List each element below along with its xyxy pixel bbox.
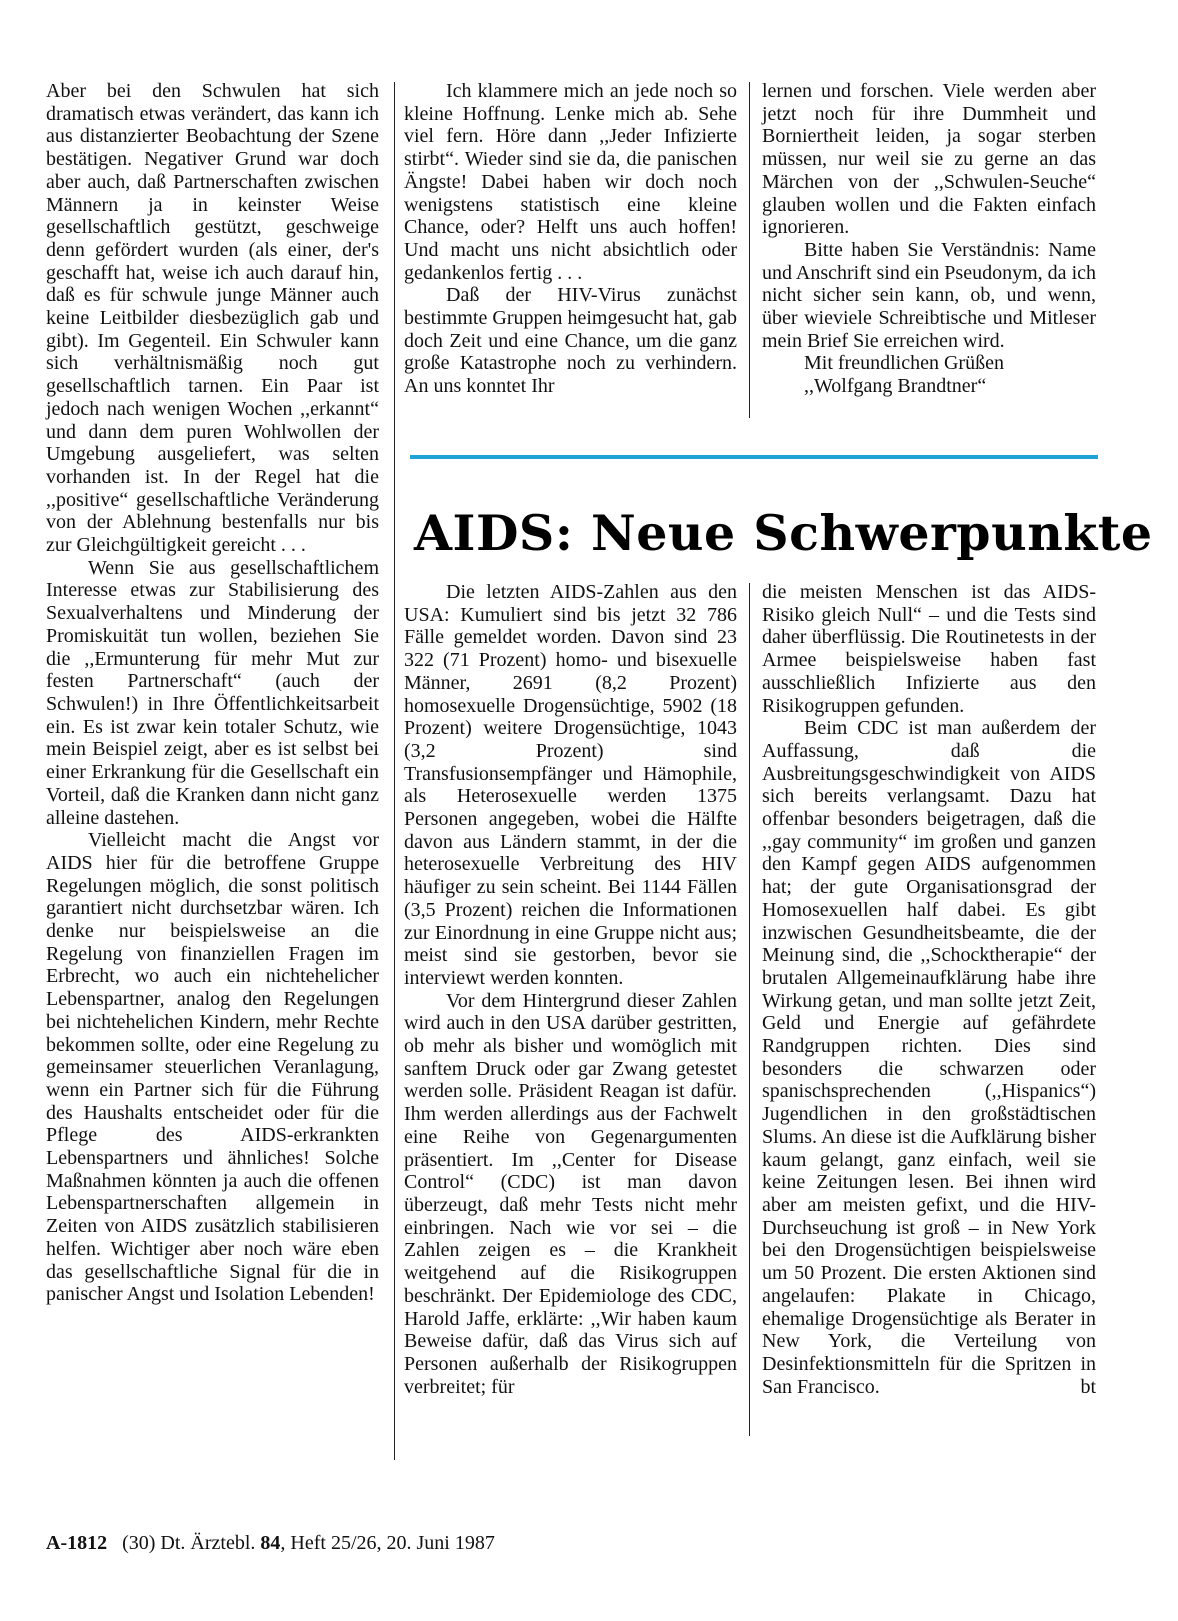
journal-name: (30) Dt. Ärztebl. — [122, 1532, 256, 1554]
letter-paragraph: Aber bei den Schwulen hat sich dramatisch etwas verändert, das kann ich aus distanzierter Beobachtung der Szene bestätigen. Negativer Grund war doch aber auch, daß Partnerschaften zwischen Männern ja in keinster Weise gesellschaftlich gestützt, geschweige denn gefördert wurden (als einer, der's geschafft hat, weise ich auch darauf hin, daß es für schwule junge Männer auch keine Leitbilder diesbezüglich gab und gibt). Im Gegenteil. Ein Schwuler kann sich verhältnismäßig noch gut gesellschaftlich tarnen. Ein Paar ist jedoch nach wenigen Wochen ,,erkannt“ und dann dem puren Wohlwollen der Umgebung ausgeliefert, was selten vorhanden ist. In der Regel hat die ,,positive“ gesellschaftliche Veränderung von der Ablehnung bestenfalls nur bis zur Gleichgültigkeit gereicht . . . — [46, 80, 379, 557]
article-paragraph-text: Beim CDC ist man außerdem der Auffassung, daß die Ausbreitungsgeschwindigkeit von AIDS sich bereits verlangsamt. Dazu hat offenbar besonders beigetragen, daß die ,,gay community“ im großen und ganzen den Kampf gegen AIDS aufgenommen hat; der gute Organisationsgrad der Homosexuellen half dabei. Es gibt inzwischen Gesundheitsbeamte, die der Meinung sind, die ,,Schocktherapie“ der brutalen Allgemeinaufklärung habe ihre Wirkung getan, und man sollte jetzt Zeit, Geld und Energie auf gefährdete Randgruppen richten. Dies sind besonders die schwarzen oder spanischsprechenden (,,Hispanics“) Jugendlichen in den großstädtischen Slums. An diese ist die Aufklärung bisher kaum gelangt, ganz einfach, weil sie keine Zeitungen lesen. Bei ihnen wird aber am meisten gefixt, und die HIV-Durchseuchung ist groß – in New York bei den Drogensüchtigen beispielsweise um 50 Prozent. Die ersten Aktionen sind angelaufen: Plakate in Chicago, ehemalige Drogensüchtige als Berater in New York, die Verteilung von Desinfektionsmitteln für die Spritzen in San Francisco. — [762, 717, 1096, 1398]
page-footer — [46, 1532, 495, 1555]
letter-paragraph: Ich klammere mich an jede noch so kleine Hoffnung. Lenke mich ab. Sehe viel fern. Höre dann ,,Jeder Infizierte stirbt“. Wieder sind sie da, die panischen Ängste! Dabei haben wir doch noch wenigstens statistisch eine kleine Chance, oder? Helft uns auch hoffen! Und macht uns nicht absichtlich oder gedankenlos fertig . . . — [404, 80, 737, 284]
article-column-1 — [404, 581, 737, 1398]
column-divider — [749, 583, 750, 1436]
letter-column-3 — [762, 80, 1096, 398]
article-paragraph: Vor dem Hintergrund dieser Zahlen wird auch in den USA darüber gestritten, ob mehr als bisher und womöglich mit sanftem Druck oder gar Zwang getestet werden solle. Präsident Reagan ist dafür. Ihm werden allerdings aus der Fachwelt eine Reihe von Gegenargumenten präsentiert. Im ,,Center for Disease Control“ (CDC) ist man davon überzeugt, daß mehr Tests nicht mehr einbringen. Nach wie vor sei – die Zahlen zeigen es – die Krankheit weitgehend auf die Risikogruppen beschränkt. Der Epidemiologe des CDC, Harold Jaffe, erklärte: ,,Wir haben kaum Beweise dafür, daß das Virus sich auf Personen außerhalb der Risikogruppen verbreitet; für — [404, 989, 737, 1398]
letter-signature: ,,Wolfgang Brandtner“ — [804, 375, 987, 398]
article-column-2 — [762, 581, 1096, 1398]
article-paragraph: Die letzten AIDS-Zahlen aus den USA: Kumuliert sind bis jetzt 32 786 Fälle gemeldet worden. Davon sind 23 322 (71 Prozent) homo- und bisexuelle Männer, 2691 (8,2 Prozent) homosexuelle Drogensüchtige, 5902 (18 Prozent) weitere Drogensüchtige, 1043 (3,2 Prozent) sind Transfusionsempfänger und Hämophile, als Heterosexuelle werden 1375 Personen angegeben, wobei die Hälfte davon aus Ländern stammt, in der die heterosexuelle Verbreitung des HIV häufiger zu sein scheint. Bei 1144 Fällen (3,5 Prozent) reichen die Informationen zur Einordnung in eine Gruppe nicht aus; meist sind sie gestorben, bevor sie interviewt werden konnten. — [404, 581, 737, 989]
letter-paragraph: Bitte haben Sie Verständnis: Name und Anschrift sind ein Pseudonym, da ich nicht sicher sein kann, ob, und wenn, über wieviele Schreibtische und Mitleser mein Brief Sie erreichen wird. — [762, 238, 1096, 352]
letter-paragraph: Wenn Sie aus gesellschaftlichem Interesse etwas zur Stabilisierung des Sexualverhaltens und Minderung der Promiskuität tun wollen, beziehen Sie die ,,Ermunterung für mehr Mut zur festen Partnerschaft“ (auch der Schwulen!) in Ihre Öffentlichkeitsarbeit ein. Es ist zwar kein totaler Schutz, wie mein Beispiel zeigt, aber es ist selbst bei einer Erkrankung für die Gesellschaft ein Vorteil, daß die Kranken dann nicht ganz alleine dastehen. — [46, 556, 379, 829]
column-divider — [394, 82, 395, 1460]
page-number: A-1812 — [46, 1532, 108, 1554]
journal-volume: 84 — [260, 1532, 281, 1554]
letter-paragraph: Vielleicht macht die Angst vor AIDS hier für die betroffene Gruppe Regelungen möglich, die sonst politisch garantiert nicht durchsetzbar wären. Ich denke nur beispielsweise an die Regelung von finanziellen Fragen im Erbrecht, wo auch ein nichtehelicher Lebenspartner, analog den Regelungen bei nichtehelichen Kindern, mehr Rechte bekommen sollte, oder eine Regelung zu gemeinsamer steuerlichen Veranlagung, wenn ein Partner sich für die Führung des Haushalts entscheidet oder für die Pflege des AIDS-erkrankten Lebenspartners und ähnliches! Solche Maßnahmen könnten ja auch die offenen Lebenspartnerschaften allgemein in Zeiten von AIDS zusätzlich stabilisieren helfen. Wichtiger aber noch wäre eben das gesellschaftliche Signal für die in panischer Angst und Isolation Lebenden! — [46, 829, 379, 1306]
author-initials: bt — [1080, 1375, 1096, 1398]
letter-column-1 — [46, 80, 379, 1306]
article-paragraph — [762, 717, 1096, 1398]
headline-rule — [410, 455, 1098, 459]
letter-paragraph: Daß der HIV-Virus zunächst bestimmte Gruppen heimgesucht hat, gab doch Zeit und eine Chance, um die ganz große Katastrophe noch zu verhindern. An uns konntet Ihr — [404, 284, 737, 398]
letter-closing: Mit freundlichen Grüßen — [804, 352, 1004, 375]
issue-date: , Heft 25/26, 20. Juni 1987 — [280, 1532, 495, 1554]
letter-paragraph: lernen und forschen. Viele werden aber jetzt noch für ihre Dummheit und Borniertheit leiden, ja sogar sterben müssen, nur weil sie zu gerne an das Märchen von der ,,Schwulen-Seuche“ glauben wollen und die Fakten einfach ignorieren. — [762, 80, 1096, 239]
column-divider — [749, 82, 750, 418]
article-headline: AIDS: Neue Schwerpunkte — [414, 504, 1153, 562]
article-paragraph: die meisten Menschen ist das AIDS-Risiko gleich Null“ – und die Tests sind daher überflüssig. Die Routinetests in der Armee beispielsweise haben fast ausschließlich Infizierte aus den Risikogruppen gefunden. — [762, 581, 1096, 717]
letter-column-2 — [404, 80, 737, 398]
